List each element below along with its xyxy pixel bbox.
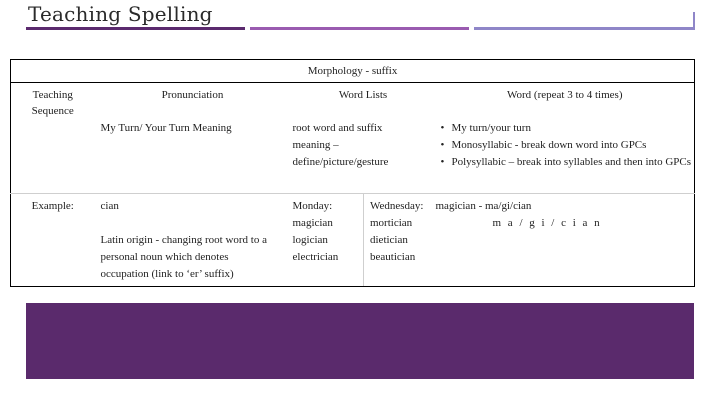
footer-banner [26,303,694,379]
word-repeat-cell [436,119,695,194]
example-label: Example: [11,194,95,287]
example-pronunciation-cell [95,194,291,287]
col-teaching-sequence: Teaching Sequence [11,83,95,120]
suffix-text: cian [100,200,119,212]
monday-heading: Monday: [292,200,333,212]
col-word-lists: Word Lists [338,89,388,101]
wednesday-cell [364,194,436,287]
word-lists-cell: root word and suffix meaning – define/picture/gesture [291,119,436,194]
example-word-cell [436,194,695,287]
list-item: electrician [292,251,339,263]
suffix-note: Latin origin - changing root word to a personal noun which denotes occupation (link to ‘er’ suffix) [100,234,267,280]
list-item: logician [292,234,328,246]
column-header-row [11,83,695,120]
table-header: Morphology - suffix [11,60,695,83]
list-item: mortician [370,217,413,229]
col-word: Word (repeat 3 to 4 times) [436,83,695,120]
spelling-table [10,59,695,287]
list-item: magician [292,217,333,229]
list-item: dietician [370,234,408,246]
title-vertical-bar [693,12,695,30]
slide-title: Teaching Spelling [28,2,213,26]
wednesday-heading: Wednesday: [370,200,424,212]
list-item: • Polysyllabic – break into syllables and then into GPCs [436,154,695,171]
table-row [11,119,695,194]
col-pronunciation: Pronunciation [161,89,224,101]
list-item: beautician [370,251,416,263]
monday-cell [291,194,364,287]
title-rule-2 [250,27,469,30]
title-rule-3 [474,27,693,30]
table-row [11,194,695,287]
example-word: magician - ma/gi/cian [435,200,532,212]
table-header-row [11,60,695,83]
list-item: • Monosyllabic - break down word into GPCs [436,137,695,154]
example-word-split: m a / g i / c i a n [492,217,602,229]
title-rule-1 [26,27,245,30]
pronunciation-cell: My Turn/ Your Turn Meaning [95,119,291,194]
list-item: • My turn/your turn [436,120,695,137]
